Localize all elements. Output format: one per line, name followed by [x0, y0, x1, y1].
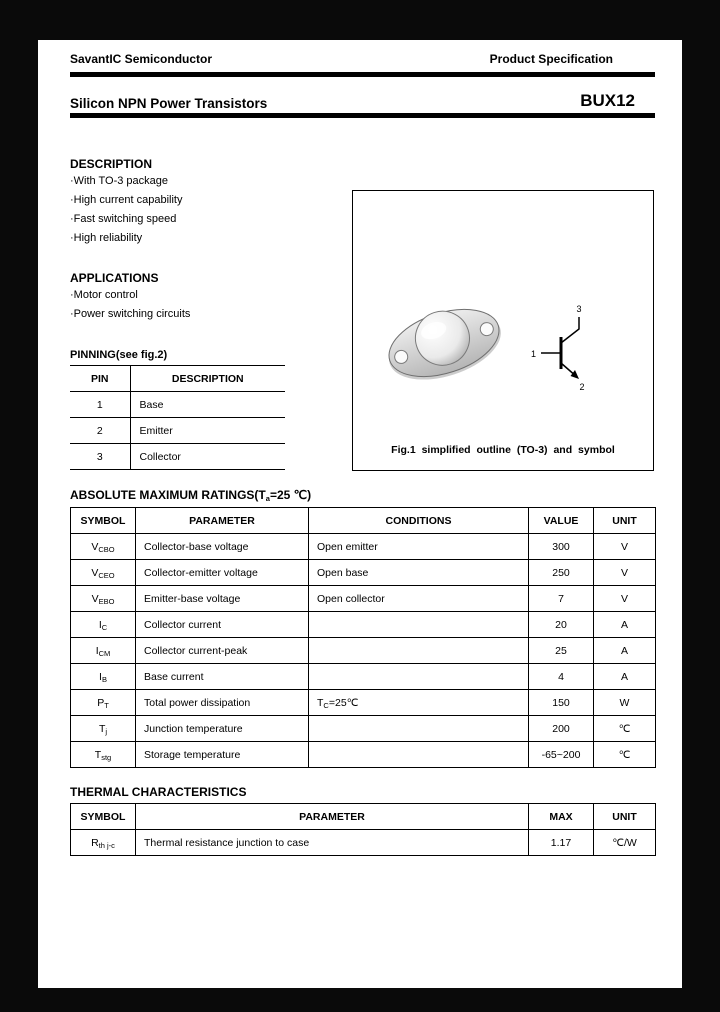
parameter-cell: Total power dissipation — [136, 690, 309, 716]
symbol-cell: $V_{CBO}$ — [71, 534, 136, 560]
parameter-cell: Storage temperature — [136, 742, 309, 768]
unit-cell: W — [594, 690, 656, 716]
pin-description: Emitter — [130, 418, 285, 444]
pin-number: 2 — [70, 418, 130, 444]
conditions-cell — [309, 716, 529, 742]
conditions-column-header: CONDITIONS — [309, 508, 529, 534]
figure-1-box — [352, 190, 654, 471]
conditions-cell: Open emitter — [309, 534, 529, 560]
application-item: ·Motor control — [70, 289, 138, 301]
value-cell: 300 — [529, 534, 594, 560]
parameter-cell: Base current — [136, 664, 309, 690]
symbol-cell: $I_B$ — [71, 664, 136, 690]
title-row — [70, 90, 655, 111]
emitter-pin-label: 2 — [579, 382, 585, 392]
description-item: ·Fast switching speed — [70, 213, 177, 225]
document-header — [70, 52, 655, 67]
table-row — [70, 418, 285, 444]
symbol-cell: $V_{CEO}$ — [71, 560, 136, 586]
description-column-header: DESCRIPTION — [130, 366, 285, 392]
conditions-cell: Open base — [309, 560, 529, 586]
parameter-cell: Collector-emitter voltage — [136, 560, 309, 586]
table-row — [71, 742, 656, 768]
npn-transistor-symbol — [531, 304, 585, 392]
table-row — [71, 690, 656, 716]
parameter-cell: Collector current — [136, 612, 309, 638]
absolute-maximum-ratings-heading — [70, 488, 655, 503]
pinning-table — [70, 365, 285, 470]
symbol-cell: $T_{stg}$ — [71, 742, 136, 768]
symbol-cell: $R_{th j-c}$ — [71, 830, 136, 856]
parameter-cell: Thermal resistance junction to case — [136, 830, 529, 856]
table-row — [71, 664, 656, 690]
symbol-cell: $I_C$ — [71, 612, 136, 638]
figure-caption: Fig.1 simplified outline (TO-3) and symbol — [391, 444, 615, 456]
figure-drawing — [353, 191, 653, 436]
horizontal-rule — [70, 113, 655, 118]
product-title: Silicon NPN Power Transistors — [70, 96, 268, 111]
amr-heading-text: ABSOLUTE MAXIMUM RATINGS(T — [70, 488, 266, 502]
conditions-cell — [309, 612, 529, 638]
table-row — [71, 830, 656, 856]
parameter-column-header: PARAMETER — [136, 508, 309, 534]
description-heading: DESCRIPTION — [70, 157, 153, 171]
pin-description: Collector — [130, 444, 285, 470]
table-row — [71, 638, 656, 664]
absolute-maximum-ratings-table — [70, 507, 656, 768]
value-cell: 20 — [529, 612, 594, 638]
pin-description: Base — [130, 392, 285, 418]
table-row — [71, 534, 656, 560]
value-cell: 4 — [529, 664, 594, 690]
symbol-cell: $V_{EBO}$ — [71, 586, 136, 612]
table-header-row — [71, 508, 656, 534]
unit-column-header: UNIT — [594, 804, 656, 830]
unit-cell: A — [594, 612, 656, 638]
symbol-cell: $T_j$ — [71, 716, 136, 742]
table-header-row — [70, 366, 285, 392]
pinning-heading: PINNING(see fig.2) — [70, 349, 168, 361]
value-cell: 250 — [529, 560, 594, 586]
conditions-cell — [309, 742, 529, 768]
value-cell: -65~200 — [529, 742, 594, 768]
application-item: ·Power switching circuits — [70, 308, 191, 320]
conditions-cell: Open collector — [309, 586, 529, 612]
table-row — [70, 392, 285, 418]
unit-cell: ℃ — [594, 716, 656, 742]
to3-package-drawing — [379, 295, 509, 393]
part-number: BUX12 — [580, 91, 635, 110]
table-row — [70, 444, 285, 470]
symbol-cell: $I_{CM}$ — [71, 638, 136, 664]
unit-cell: ℃/W — [594, 830, 656, 856]
collector-pin-label: 3 — [576, 304, 582, 314]
symbol-column-header: SYMBOL — [71, 804, 136, 830]
amr-heading-subscript: a — [265, 494, 270, 503]
max-column-header: MAX — [529, 804, 594, 830]
description-item: ·High current capability — [70, 194, 183, 206]
table-row — [71, 612, 656, 638]
unit-cell: ℃ — [594, 742, 656, 768]
conditions-cell — [309, 638, 529, 664]
unit-cell: V — [594, 534, 656, 560]
table-row — [71, 716, 656, 742]
doc-type: Product Specification — [489, 52, 613, 66]
applications-heading: APPLICATIONS — [70, 271, 159, 285]
unit-cell: A — [594, 664, 656, 690]
horizontal-rule — [70, 72, 655, 77]
pin-number: 3 — [70, 444, 130, 470]
table-header-row — [71, 804, 656, 830]
conditions-cell — [309, 664, 529, 690]
base-pin-label: 1 — [530, 349, 536, 359]
unit-cell: V — [594, 586, 656, 612]
symbol-cell: $P_T$ — [71, 690, 136, 716]
value-cell: 25 — [529, 638, 594, 664]
description-item: ·With TO-3 package — [70, 175, 169, 187]
parameter-cell: Collector-base voltage — [136, 534, 309, 560]
description-item: ·High reliability — [70, 232, 143, 244]
parameter-cell: Emitter-base voltage — [136, 586, 309, 612]
parameter-cell: Collector current-peak — [136, 638, 309, 664]
company-name: SavantIC Semiconductor — [70, 52, 213, 66]
table-row — [71, 586, 656, 612]
amr-heading-suffix: =25 ℃) — [269, 488, 312, 502]
symbol-column-header: SYMBOL — [71, 508, 136, 534]
value-column-header: VALUE — [529, 508, 594, 534]
unit-column-header: UNIT — [594, 508, 656, 534]
table-row — [71, 560, 656, 586]
datasheet-page — [38, 40, 682, 988]
value-cell: 150 — [529, 690, 594, 716]
unit-cell: V — [594, 560, 656, 586]
max-cell: 1.17 — [529, 830, 594, 856]
thermal-characteristics-heading: THERMAL CHARACTERISTICS — [70, 785, 247, 799]
parameter-column-header: PARAMETER — [136, 804, 529, 830]
conditions-cell: $T_C=25℃$ — [309, 690, 529, 716]
unit-cell: A — [594, 638, 656, 664]
value-cell: 7 — [529, 586, 594, 612]
pin-column-header: PIN — [70, 366, 130, 392]
parameter-cell: Junction temperature — [136, 716, 309, 742]
thermal-characteristics-table — [70, 803, 656, 856]
value-cell: 200 — [529, 716, 594, 742]
pin-number: 1 — [70, 392, 130, 418]
